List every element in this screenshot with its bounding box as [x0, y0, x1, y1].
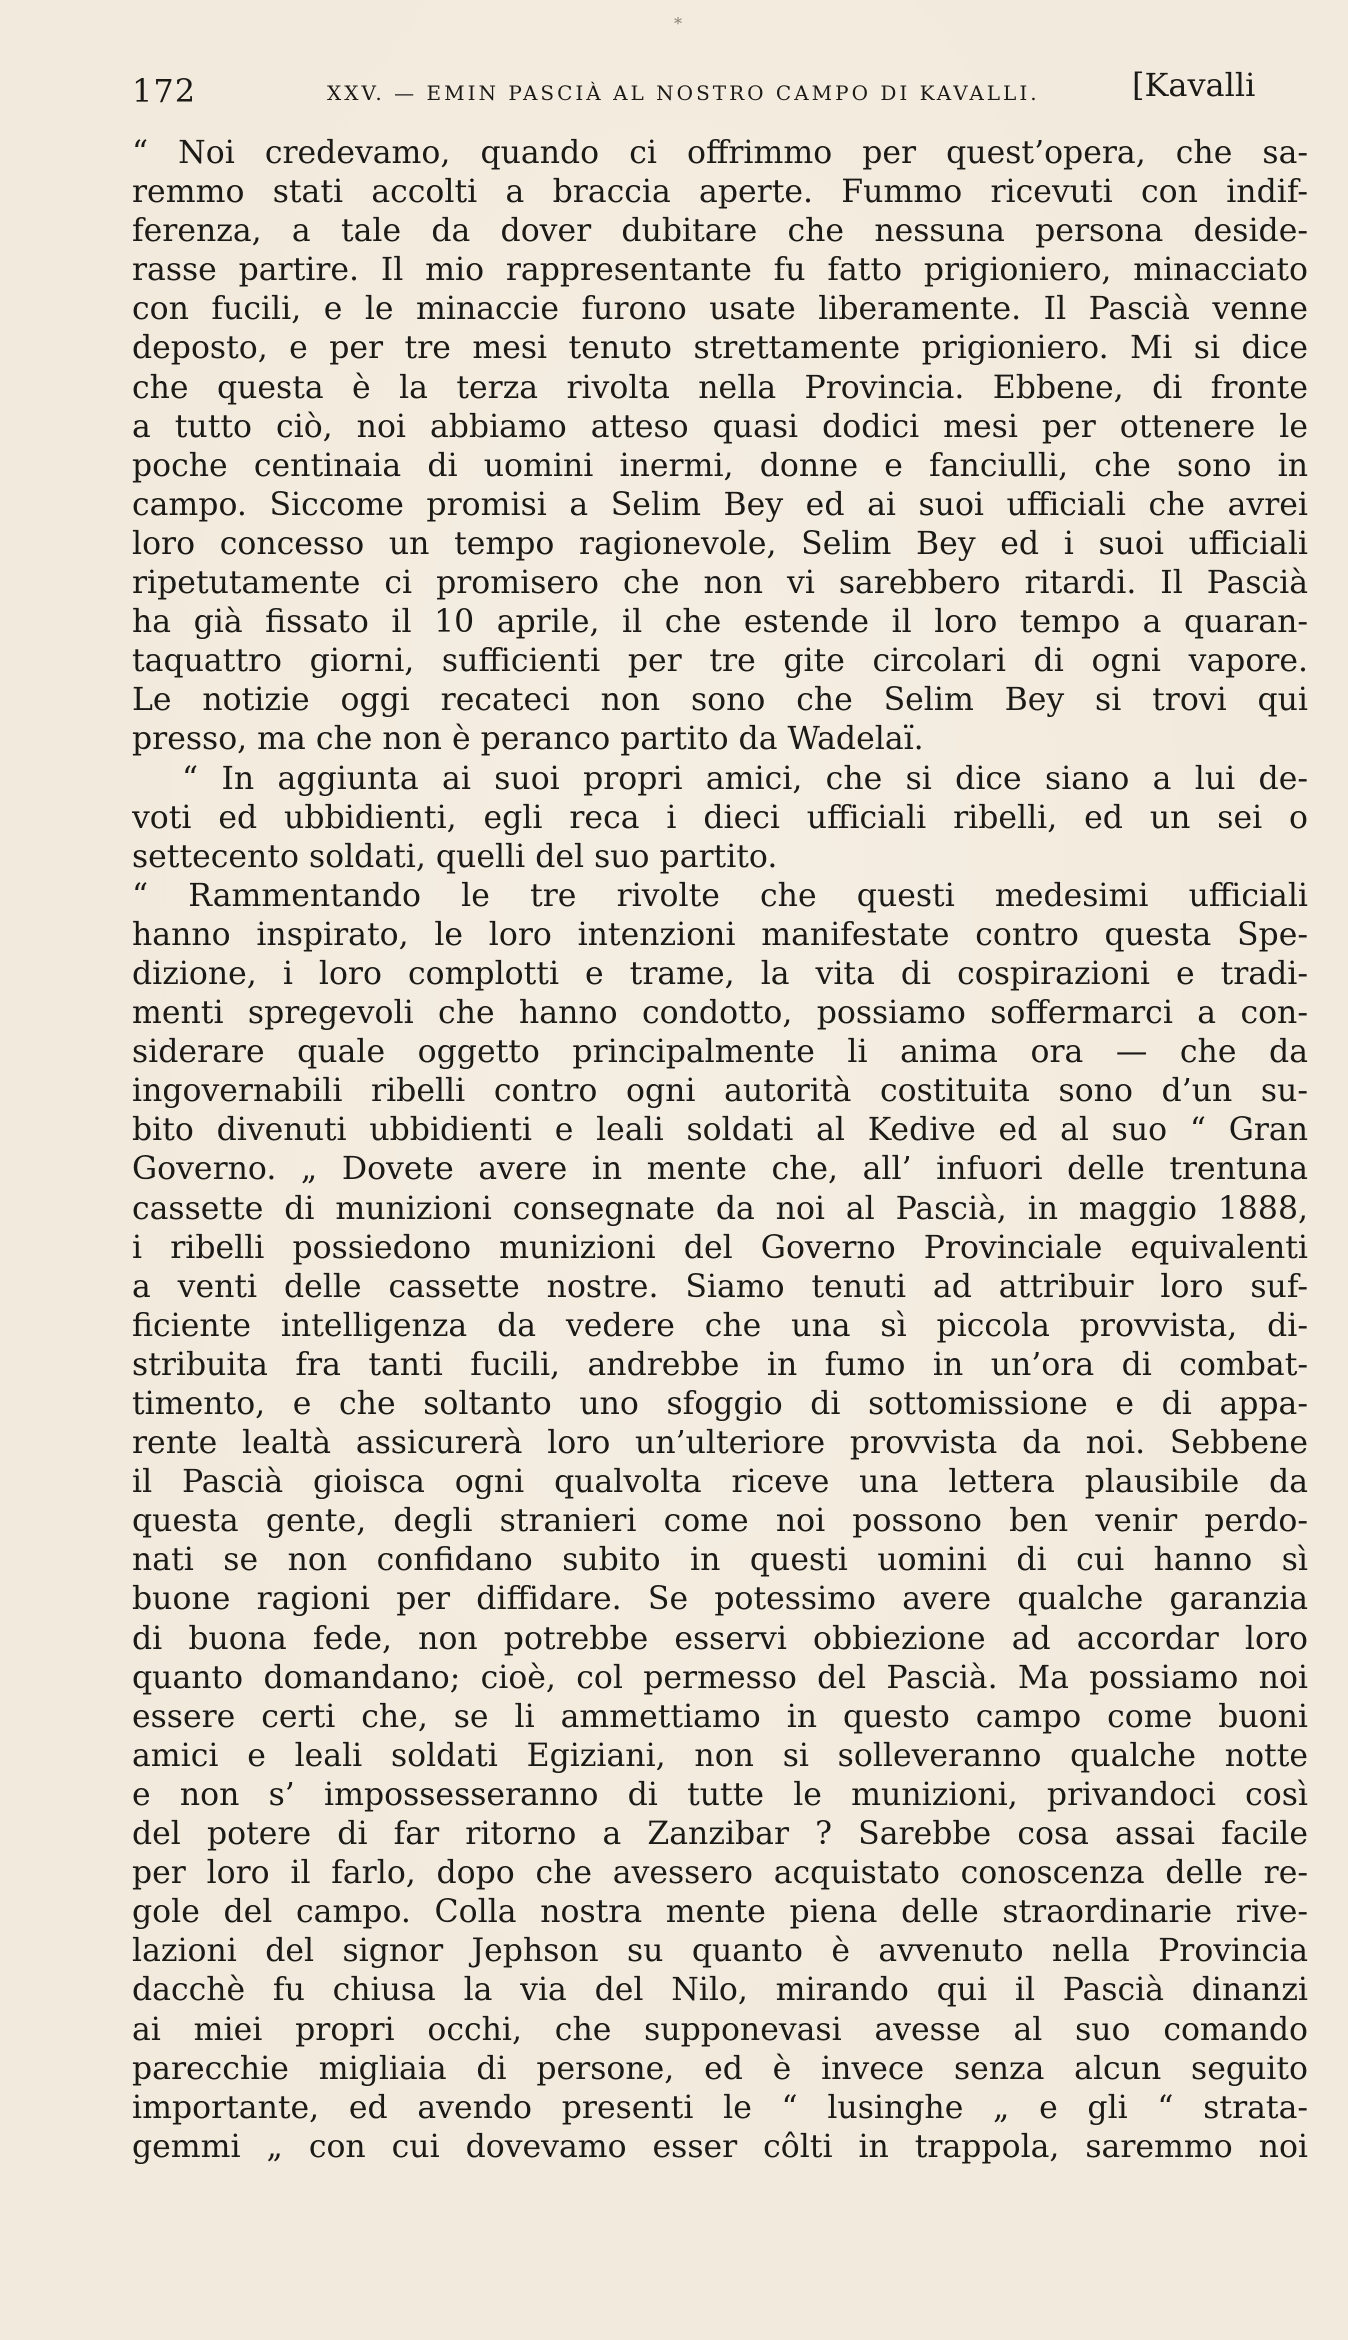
text-line: taquattro giorni, sufficienti per tre gite circolari di ogni vapore. [132, 643, 1308, 680]
text-line: lazioni del signor Jephson su quanto è avvenuto nella Provincia [132, 1933, 1308, 1970]
text-line: del potere di far ritorno a Zanzibar ? Sarebbe cosa assai facile [132, 1816, 1308, 1853]
text-line: ha già fissato il 10 aprile, il che estende il loro tempo a quaran- [132, 604, 1308, 641]
text-line: Le notizie oggi recateci non sono che Selim Bey si trovi qui [132, 682, 1308, 719]
text-line: e non s’ impossesseranno di tutte le munizioni, privandoci così [132, 1776, 1308, 1813]
text-line: loro concesso un tempo ragionevole, Selim Bey ed i suoi ufficiali [132, 525, 1308, 562]
running-header [132, 60, 1308, 110]
text-line: dizione, i loro complotti e trame, la vita di cospirazioni e tradi- [132, 955, 1308, 992]
ink-mark: * [674, 14, 682, 33]
text-line: bito divenuti ubbidienti e leali soldati al Kedive ed al suo “ Gran [132, 1112, 1308, 1149]
text-line: a venti delle cassette nostre. Siamo tenuti ad attribuir loro suf- [132, 1268, 1308, 1305]
text-line: buone ragioni per diffidare. Se potessimo avere qualche garanzia [132, 1581, 1308, 1618]
body-text [132, 134, 1308, 2167]
text-line: rente lealtà assicurerà loro un’ulteriore provvista da noi. Sebbene [132, 1425, 1308, 1462]
text-line: cassette di munizioni consegnate da noi al Pascià, in maggio 1888, [132, 1190, 1308, 1227]
text-line: i ribelli possiedono munizioni del Governo Provinciale equivalenti [132, 1229, 1308, 1266]
text-line: deposto, e per tre mesi tenuto strettamente prigioniero. Mi si dice [132, 330, 1308, 367]
text-line: quanto domandano; cioè, col permesso del Pascià. Ma possiamo noi [132, 1659, 1308, 1696]
text-line: poche centinaia di uomini inermi, donne e fanciulli, che sono in [132, 447, 1308, 484]
text-line: gemmi „ con cui dovevamo esser côlti in trappola, saremmo noi [132, 2128, 1308, 2165]
text-line: questa gente, degli stranieri come noi possono ben venir perdo- [132, 1503, 1308, 1540]
text-line: stribuita fra tanti fucili, andrebbe in fumo in un’ora di combat- [132, 1346, 1308, 1383]
text-line: gole del campo. Colla nostra mente piena delle straordinarie rive- [132, 1894, 1308, 1931]
text-line: menti spregevoli che hanno condotto, possiamo soffermarci a con- [132, 995, 1308, 1032]
text-line: il Pascià gioisca ogni qualvolta riceve una lettera plausibile da [132, 1464, 1308, 1501]
text-line: “ In aggiunta ai suoi propri amici, che si dice siano a lui de- [182, 760, 1308, 797]
text-line: di buona fede, non potrebbe esservi obbiezione ad accordar loro [132, 1620, 1308, 1657]
running-place: [Kavalli [1132, 66, 1256, 104]
text-line: per loro il farlo, dopo che avessero acquistato conoscenza delle re- [132, 1855, 1308, 1892]
text-line: ingovernabili ribelli contro ogni autorità costituita sono d’un su- [132, 1073, 1308, 1110]
text-line: siderare quale oggetto principalmente li anima ora — che da [132, 1034, 1308, 1071]
running-title: XXV. — EMIN PASCIÀ AL NOSTRO CAMPO DI KAVALLI. [327, 81, 1040, 105]
text-line: parecchie migliaia di persone, ed è invece senza alcun seguito [132, 2050, 1308, 2087]
text-line: campo. Siccome promisi a Selim Bey ed ai suoi ufficiali che avrei [132, 486, 1308, 523]
text-line: ferenza, a tale da dover dubitare che nessuna persona deside- [132, 213, 1308, 250]
text-line: essere certi che, se li ammettiamo in questo campo come buoni [132, 1698, 1308, 1735]
text-line: settecento soldati, quelli del suo partito. [132, 838, 778, 875]
text-line: Governo. „ Dovete avere in mente che, all’ infuori delle trentuna [132, 1151, 1308, 1188]
text-line: rasse partire. Il mio rappresentante fu fatto prigioniero, minacciato [132, 252, 1308, 289]
text-line: ficiente intelligenza da vedere che una sì piccola provvista, di- [132, 1307, 1308, 1344]
page-number: 172 [132, 72, 197, 110]
text-line: nati se non confidano subito in questi uomini di cui hanno sì [132, 1542, 1308, 1579]
text-line: ripetutamente ci promisero che non vi sarebbero ritardi. Il Pascià [132, 565, 1308, 602]
text-line: a tutto ciò, noi abbiamo atteso quasi dodici mesi per ottenere le [132, 408, 1308, 445]
text-line: “ Noi credevamo, quando ci offrimmo per quest’opera, che sa- [132, 135, 1308, 171]
text-line: con fucili, e le minaccie furono usate liberamente. Il Pascià venne [132, 291, 1308, 328]
text-line: importante, ed avendo presenti le “ lusinghe „ e gli “ strata- [132, 2089, 1308, 2126]
text-line: remmo stati accolti a braccia aperte. Fummo ricevuti con indif- [132, 174, 1308, 211]
text-line: che questa è la terza rivolta nella Provincia. Ebbene, di fronte [132, 369, 1308, 406]
text-line: amici e leali soldati Egiziani, non si solleveranno qualche notte [132, 1737, 1308, 1774]
text-line: presso, ma che non è peranco partito da Wadelaï. [132, 721, 924, 758]
text-line: ai miei propri occhi, che supponevasi avesse al suo comando [132, 2011, 1308, 2048]
text-line: voti ed ubbidienti, egli reca i dieci ufficiali ribelli, ed un sei o [132, 799, 1308, 836]
text-line: timento, e che soltanto uno sfoggio di sottomissione e di appa- [132, 1386, 1308, 1422]
text-line: hanno inspirato, le loro intenzioni manifestate contro questa Spe- [132, 916, 1308, 953]
text-line: dacchè fu chiusa la via del Nilo, mirando qui il Pascià dinanzi [132, 1972, 1308, 2009]
text-line: “ Rammentando le tre rivolte che questi medesimi ufficiali [132, 877, 1308, 914]
